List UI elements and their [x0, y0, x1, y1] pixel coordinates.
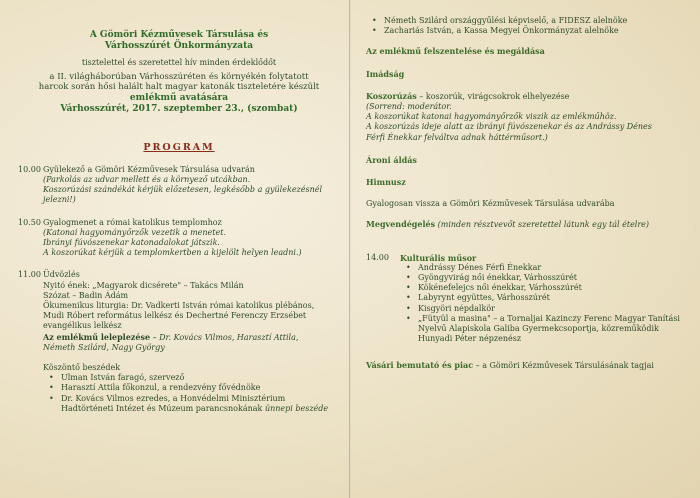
- wreath-text: – koszorúk, virágcsokrok elhelyezése: [416, 91, 570, 101]
- item-time: 10.50: [18, 217, 41, 227]
- item-title: Gyalogmenet a római katolikus templomhoz: [43, 217, 222, 227]
- wreath-line: [366, 91, 682, 102]
- list-item: [61, 394, 340, 414]
- item-note: Koszorúzási szándékát kérjük előzetesen, legkésőbb a gyülekezésnél jelezni!): [43, 185, 323, 205]
- right-page: [366, 0, 682, 498]
- cause-line-2: harcok során hősi halált halt magyar katonák tiszteletére készült: [38, 82, 320, 93]
- hospitality-line: [366, 219, 682, 230]
- item-title: Kulturális műsor: [400, 252, 477, 263]
- list-item-text: Hunyadi Péter népzenész: [418, 334, 522, 344]
- item-line: Mudi Róbert református lelkész és Dechertné Ferenczy Erzsébet: [43, 311, 307, 321]
- item-line: evangélikus lelkész: [43, 321, 122, 331]
- item-time: 14.00: [366, 252, 389, 262]
- cause-line-1: a II. világháborúban Várhosszúréten és környékén folytatott: [49, 72, 309, 83]
- fair-label: Vásári bemutató és piac: [366, 360, 474, 371]
- hospitality-label: Megvendégelés: [366, 219, 436, 230]
- walk-back-line: Gyalogosan vissza a Gömöri Kézművesek Társulása udvarába: [366, 199, 615, 209]
- unveiling-names: – Dr. Kovács Vilmos, Harasztí Attila,: [150, 332, 299, 342]
- wreath-note: Férfi Énekkar felváltva adnak háttérműsort.): [366, 132, 548, 142]
- item-time: 10.00: [18, 164, 41, 174]
- list-item: • Ulman István faragó, szervező: [61, 373, 340, 383]
- item-line: Németh Szilárd, Nagy György: [43, 342, 165, 352]
- item-line: Szózat – Badin Ádám: [43, 290, 129, 300]
- fair-line: [366, 360, 682, 371]
- item-line: [43, 332, 340, 343]
- list-item-text: Dr. Kovács Vilmos ezredes, a Honvédelmi Minisztérium: [61, 393, 286, 403]
- anthem: Himnusz: [366, 177, 406, 188]
- invite-line: tisztelettel és szeretettel hív minden érdeklődőt: [81, 58, 277, 67]
- program-item-1000: [18, 165, 340, 206]
- list-item: • Németh Szilárd országgyűlési képviselő, a FIDESZ alelnöke: [384, 16, 682, 26]
- greetings-title: Köszöntő beszédek: [43, 363, 121, 373]
- list-item: • Zachariás István, a Kassa Megyei Önkormányzat alelnöke: [384, 26, 682, 36]
- item-note: (Parkolás az udvar mellett és a környező utcákban.: [43, 175, 251, 185]
- event-line: emlékmű avatására: [129, 92, 229, 103]
- unveiling-label: Az emlékmű leleplezése: [43, 331, 151, 342]
- fair-text: – a Gömöri Kézművesek Társulásának tagjai: [473, 361, 654, 371]
- program-item-1050: [18, 218, 340, 259]
- list-item: • Harasztí Attila főkonzul, a rendezvény fővédnöke: [61, 383, 340, 393]
- item-note: (Katonai hagyományőrzők vezetik a menetet.: [43, 227, 226, 237]
- organizer-line-2: Várhosszúrét Önkormányzata: [104, 41, 254, 51]
- list-item: • Labyrynt együttes, Várhosszúrét: [418, 293, 682, 303]
- list-item-text: „Fütyül a masina" – a Tornaljai Kazinczy Ferenc Magyar Tanítási: [418, 313, 680, 323]
- item-line: Ökumenikus liturgia: Dr. Vadkerti István római katolikus plébános,: [43, 301, 315, 311]
- list-item: • Kökénefelejcs női énekkar, Várhosszúrét: [418, 283, 682, 293]
- program-item-1400: [366, 253, 682, 345]
- header: [18, 30, 340, 115]
- date-line: Várhosszúrét, 2017. szeptember 23., (szombat): [60, 103, 298, 114]
- item-note: Ibrányi fúvószenekar katonadalokat játszik.: [43, 238, 220, 248]
- list-item-text: ünnepi beszéde: [264, 403, 329, 413]
- greetings-list: [43, 373, 340, 414]
- item-note: A koszorúkat kérjük a templomkertben a kijelölt helyen leadni.): [43, 248, 302, 258]
- wreath-note: (Sorrend: moderátor.: [366, 102, 452, 112]
- item-line: Nyitó ének: „Magyarok dicsérete" – Takács Milán: [43, 280, 244, 290]
- list-item-text: Nyelvű Alapiskola Galiba Gyermekcsoportja, közreműködik: [418, 324, 659, 334]
- hospitality-text: (minden résztvevőt szeretettel látunk egy tál ételre): [435, 220, 650, 230]
- item-time: 11.00: [18, 270, 41, 280]
- list-item: • Andrássy Dénes Férfi Énekkar: [418, 263, 682, 273]
- wreath-note: A koszorúkat katonai hagyományőrzők viszik az emlékműhöz.: [366, 112, 617, 122]
- list-item: • Gyöngyvirág női énekkar, Várhosszúrét: [418, 273, 682, 283]
- cultural-list: [400, 263, 682, 345]
- wreath-note: A koszorúzás ideje alatt az ibrányi fúvószenekar és az Andrássy Dénes: [366, 122, 652, 132]
- program-heading: PROGRAM: [143, 141, 215, 153]
- greetings-list-continued: [366, 16, 682, 36]
- consecration-heading: Az emlékmű felszentelése és megáldása: [366, 46, 545, 57]
- list-item: [418, 314, 682, 345]
- prayer-heading: Imádság: [366, 68, 405, 79]
- wreath-label: Koszorúzás: [366, 90, 417, 101]
- page-fold: [349, 0, 351, 498]
- item-title: Gyülekező a Gömöri Kézművesek Társulása udvarán: [43, 164, 255, 174]
- item-title: Üdvözlés: [43, 270, 80, 280]
- list-item-text: Hadtörténeti Intézet és Múzeum parancsnokának: [61, 403, 263, 413]
- left-page: [18, 0, 340, 498]
- list-item: • Kisgyöri népdalkör: [418, 304, 682, 314]
- aron-blessing: Ároni áldás: [366, 154, 417, 165]
- organizer-line-1: A Gömöri Kézművesek Társulása és: [89, 30, 269, 40]
- program-item-1100: [18, 270, 340, 414]
